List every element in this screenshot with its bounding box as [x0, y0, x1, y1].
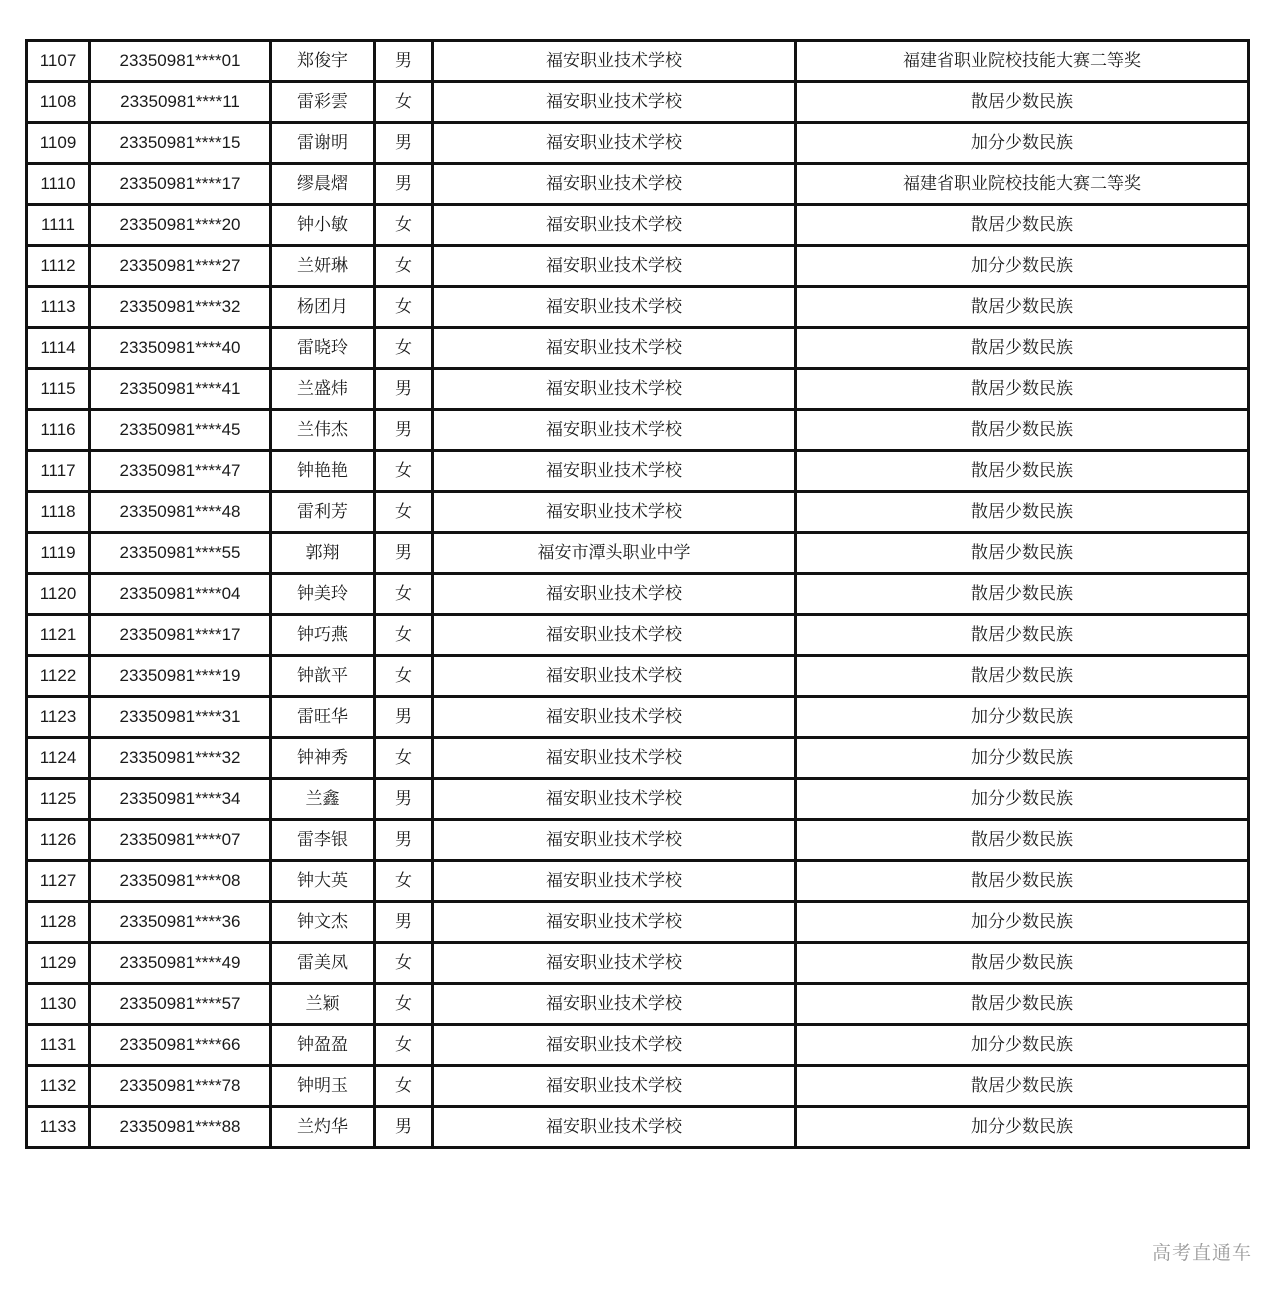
remark-cell: 加分少数民族 — [796, 1025, 1249, 1066]
school-cell: 福安职业技术学校 — [433, 738, 796, 779]
exam-id-cell: 23350981****11 — [90, 82, 271, 123]
gender-cell: 女 — [375, 492, 433, 533]
row-number-cell: 1117 — [27, 451, 90, 492]
exam-id-cell: 23350981****40 — [90, 328, 271, 369]
student-name-cell: 雷利芳 — [271, 492, 375, 533]
exam-id-cell: 23350981****34 — [90, 779, 271, 820]
student-name-cell: 雷美凤 — [271, 943, 375, 984]
row-number-cell: 1130 — [27, 984, 90, 1025]
school-cell: 福安职业技术学校 — [433, 164, 796, 205]
student-name-cell: 钟巧燕 — [271, 615, 375, 656]
remark-cell: 散居少数民族 — [796, 369, 1249, 410]
table-row — [27, 943, 1249, 984]
remark-cell: 加分少数民族 — [796, 697, 1249, 738]
row-number-cell: 1129 — [27, 943, 90, 984]
school-cell: 福安职业技术学校 — [433, 943, 796, 984]
school-cell: 福安职业技术学校 — [433, 246, 796, 287]
table-row — [27, 1107, 1249, 1148]
student-name-cell: 钟美玲 — [271, 574, 375, 615]
gender-cell: 男 — [375, 41, 433, 82]
exam-id-cell: 23350981****48 — [90, 492, 271, 533]
exam-id-cell: 23350981****41 — [90, 369, 271, 410]
row-number-cell: 1110 — [27, 164, 90, 205]
school-cell: 福安职业技术学校 — [433, 410, 796, 451]
exam-id-cell: 23350981****47 — [90, 451, 271, 492]
row-number-cell: 1112 — [27, 246, 90, 287]
exam-id-cell: 23350981****15 — [90, 123, 271, 164]
row-number-cell: 1123 — [27, 697, 90, 738]
roster-body — [27, 41, 1249, 1148]
table-row — [27, 164, 1249, 205]
school-cell: 福安职业技术学校 — [433, 861, 796, 902]
school-cell: 福安市潭头职业中学 — [433, 533, 796, 574]
student-name-cell: 兰颖 — [271, 984, 375, 1025]
school-cell: 福安职业技术学校 — [433, 697, 796, 738]
student-name-cell: 郑俊宇 — [271, 41, 375, 82]
student-name-cell: 雷彩雲 — [271, 82, 375, 123]
gender-cell: 女 — [375, 656, 433, 697]
student-name-cell: 郭翔 — [271, 533, 375, 574]
exam-id-cell: 23350981****55 — [90, 533, 271, 574]
exam-id-cell: 23350981****49 — [90, 943, 271, 984]
table-row — [27, 902, 1249, 943]
table-row — [27, 41, 1249, 82]
exam-id-cell: 23350981****88 — [90, 1107, 271, 1148]
table-row — [27, 451, 1249, 492]
exam-id-cell: 23350981****36 — [90, 902, 271, 943]
row-number-cell: 1133 — [27, 1107, 90, 1148]
table-row — [27, 820, 1249, 861]
table-row — [27, 779, 1249, 820]
table-row — [27, 410, 1249, 451]
exam-id-cell: 23350981****66 — [90, 1025, 271, 1066]
gender-cell: 女 — [375, 328, 433, 369]
table-row — [27, 574, 1249, 615]
row-number-cell: 1113 — [27, 287, 90, 328]
row-number-cell: 1126 — [27, 820, 90, 861]
student-name-cell: 杨团月 — [271, 287, 375, 328]
school-cell: 福安职业技术学校 — [433, 574, 796, 615]
row-number-cell: 1108 — [27, 82, 90, 123]
row-number-cell: 1115 — [27, 369, 90, 410]
exam-id-cell: 23350981****45 — [90, 410, 271, 451]
school-cell: 福安职业技术学校 — [433, 902, 796, 943]
gender-cell: 男 — [375, 779, 433, 820]
gender-cell: 女 — [375, 943, 433, 984]
school-cell: 福安职业技术学校 — [433, 820, 796, 861]
school-cell: 福安职业技术学校 — [433, 1107, 796, 1148]
table-row — [27, 615, 1249, 656]
school-cell: 福安职业技术学校 — [433, 41, 796, 82]
row-number-cell: 1121 — [27, 615, 90, 656]
watermark-text: 高考直通车 — [1151, 1242, 1252, 1264]
exam-id-cell: 23350981****01 — [90, 41, 271, 82]
school-cell: 福安职业技术学校 — [433, 328, 796, 369]
row-number-cell: 1119 — [27, 533, 90, 574]
school-cell: 福安职业技术学校 — [433, 287, 796, 328]
school-cell: 福安职业技术学校 — [433, 82, 796, 123]
school-cell: 福安职业技术学校 — [433, 369, 796, 410]
gender-cell: 女 — [375, 984, 433, 1025]
gender-cell: 女 — [375, 738, 433, 779]
gender-cell: 男 — [375, 1107, 433, 1148]
table-row — [27, 984, 1249, 1025]
gender-cell: 女 — [375, 574, 433, 615]
student-name-cell: 钟文杰 — [271, 902, 375, 943]
table-row — [27, 287, 1249, 328]
row-number-cell: 1128 — [27, 902, 90, 943]
gender-cell: 女 — [375, 1066, 433, 1107]
student-name-cell: 兰伟杰 — [271, 410, 375, 451]
row-number-cell: 1122 — [27, 656, 90, 697]
remark-cell: 散居少数民族 — [796, 943, 1249, 984]
remark-cell: 加分少数民族 — [796, 123, 1249, 164]
exam-id-cell: 23350981****32 — [90, 287, 271, 328]
row-number-cell: 1111 — [27, 205, 90, 246]
school-cell: 福安职业技术学校 — [433, 779, 796, 820]
table-row — [27, 205, 1249, 246]
gender-cell: 女 — [375, 246, 433, 287]
remark-cell: 加分少数民族 — [796, 902, 1249, 943]
exam-id-cell: 23350981****17 — [90, 615, 271, 656]
student-name-cell: 钟大英 — [271, 861, 375, 902]
gender-cell: 女 — [375, 1025, 433, 1066]
gender-cell: 男 — [375, 164, 433, 205]
row-number-cell: 1120 — [27, 574, 90, 615]
school-cell: 福安职业技术学校 — [433, 1066, 796, 1107]
remark-cell: 散居少数民族 — [796, 205, 1249, 246]
student-name-cell: 雷谢明 — [271, 123, 375, 164]
school-cell: 福安职业技术学校 — [433, 451, 796, 492]
student-name-cell: 雷晓玲 — [271, 328, 375, 369]
student-name-cell: 钟神秀 — [271, 738, 375, 779]
gender-cell: 女 — [375, 287, 433, 328]
remark-cell: 福建省职业院校技能大赛二等奖 — [796, 41, 1249, 82]
table-row — [27, 738, 1249, 779]
remark-cell: 散居少数民族 — [796, 1066, 1249, 1107]
remark-cell: 散居少数民族 — [796, 492, 1249, 533]
student-name-cell: 钟小敏 — [271, 205, 375, 246]
remark-cell: 散居少数民族 — [796, 287, 1249, 328]
table-row — [27, 861, 1249, 902]
table-row — [27, 246, 1249, 287]
exam-id-cell: 23350981****08 — [90, 861, 271, 902]
student-name-cell: 兰鑫 — [271, 779, 375, 820]
student-name-cell: 缪晨熠 — [271, 164, 375, 205]
student-name-cell: 兰灼华 — [271, 1107, 375, 1148]
gender-cell: 女 — [375, 205, 433, 246]
student-name-cell: 雷李银 — [271, 820, 375, 861]
row-number-cell: 1107 — [27, 41, 90, 82]
gender-cell: 女 — [375, 82, 433, 123]
table-row — [27, 656, 1249, 697]
exam-id-cell: 23350981****32 — [90, 738, 271, 779]
school-cell: 福安职业技术学校 — [433, 615, 796, 656]
exam-id-cell: 23350981****27 — [90, 246, 271, 287]
remark-cell: 散居少数民族 — [796, 328, 1249, 369]
exam-id-cell: 23350981****19 — [90, 656, 271, 697]
row-number-cell: 1132 — [27, 1066, 90, 1107]
table-row — [27, 82, 1249, 123]
gender-cell: 女 — [375, 615, 433, 656]
student-name-cell: 钟歆平 — [271, 656, 375, 697]
gender-cell: 女 — [375, 451, 433, 492]
table-row — [27, 328, 1249, 369]
exam-id-cell: 23350981****17 — [90, 164, 271, 205]
remark-cell: 散居少数民族 — [796, 533, 1249, 574]
table-row — [27, 369, 1249, 410]
table-row — [27, 1025, 1249, 1066]
student-name-cell: 钟艳艳 — [271, 451, 375, 492]
row-number-cell: 1118 — [27, 492, 90, 533]
school-cell: 福安职业技术学校 — [433, 1025, 796, 1066]
school-cell: 福安职业技术学校 — [433, 205, 796, 246]
student-name-cell: 雷旺华 — [271, 697, 375, 738]
school-cell: 福安职业技术学校 — [433, 492, 796, 533]
school-cell: 福安职业技术学校 — [433, 656, 796, 697]
gender-cell: 男 — [375, 697, 433, 738]
table-row — [27, 492, 1249, 533]
row-number-cell: 1131 — [27, 1025, 90, 1066]
remark-cell: 散居少数民族 — [796, 656, 1249, 697]
gender-cell: 男 — [375, 533, 433, 574]
student-name-cell: 兰盛炜 — [271, 369, 375, 410]
row-number-cell: 1127 — [27, 861, 90, 902]
gender-cell: 男 — [375, 820, 433, 861]
row-number-cell: 1124 — [27, 738, 90, 779]
remark-cell: 散居少数民族 — [796, 861, 1249, 902]
remark-cell: 福建省职业院校技能大赛二等奖 — [796, 164, 1249, 205]
gender-cell: 男 — [375, 410, 433, 451]
gender-cell: 女 — [375, 861, 433, 902]
remark-cell: 散居少数民族 — [796, 984, 1249, 1025]
gender-cell: 男 — [375, 902, 433, 943]
remark-cell: 散居少数民族 — [796, 574, 1249, 615]
remark-cell: 散居少数民族 — [796, 410, 1249, 451]
row-number-cell: 1109 — [27, 123, 90, 164]
exam-id-cell: 23350981****07 — [90, 820, 271, 861]
exam-id-cell: 23350981****20 — [90, 205, 271, 246]
exam-id-cell: 23350981****04 — [90, 574, 271, 615]
remark-cell: 散居少数民族 — [796, 82, 1249, 123]
exam-id-cell: 23350981****31 — [90, 697, 271, 738]
table-row — [27, 123, 1249, 164]
remark-cell: 加分少数民族 — [796, 246, 1249, 287]
remark-cell: 散居少数民族 — [796, 820, 1249, 861]
student-name-cell: 兰妍琳 — [271, 246, 375, 287]
school-cell: 福安职业技术学校 — [433, 123, 796, 164]
student-name-cell: 钟盈盈 — [271, 1025, 375, 1066]
row-number-cell: 1116 — [27, 410, 90, 451]
roster-table — [25, 39, 1250, 1149]
school-cell: 福安职业技术学校 — [433, 984, 796, 1025]
table-row — [27, 1066, 1249, 1107]
gender-cell: 男 — [375, 123, 433, 164]
row-number-cell: 1125 — [27, 779, 90, 820]
remark-cell: 加分少数民族 — [796, 779, 1249, 820]
gender-cell: 男 — [375, 369, 433, 410]
remark-cell: 加分少数民族 — [796, 1107, 1249, 1148]
table-row — [27, 697, 1249, 738]
remark-cell: 散居少数民族 — [796, 451, 1249, 492]
remark-cell: 散居少数民族 — [796, 615, 1249, 656]
exam-id-cell: 23350981****57 — [90, 984, 271, 1025]
row-number-cell: 1114 — [27, 328, 90, 369]
remark-cell: 加分少数民族 — [796, 738, 1249, 779]
table-row — [27, 533, 1249, 574]
exam-id-cell: 23350981****78 — [90, 1066, 271, 1107]
student-name-cell: 钟明玉 — [271, 1066, 375, 1107]
